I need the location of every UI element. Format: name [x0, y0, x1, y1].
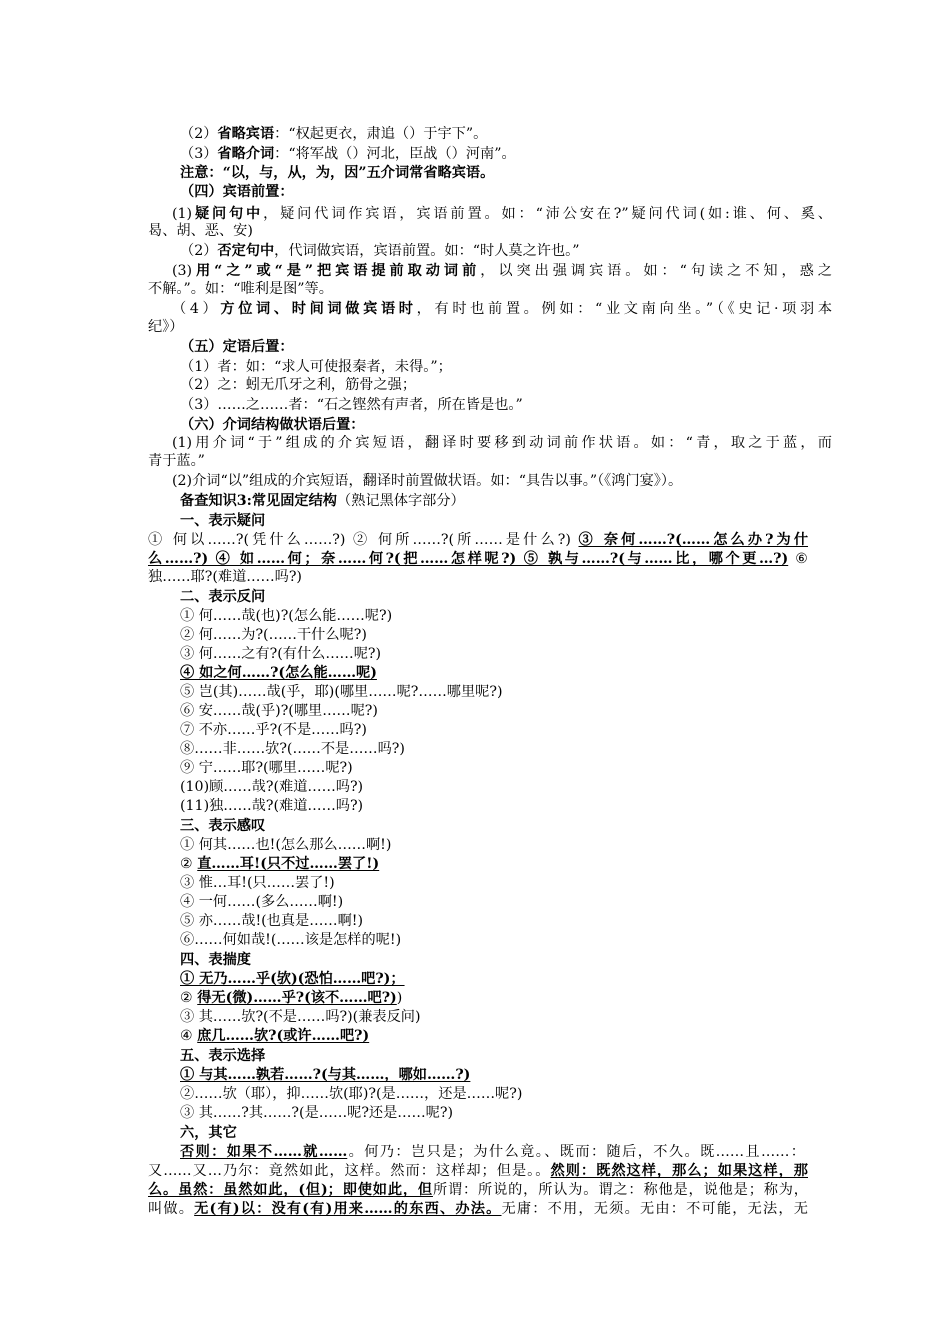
text-line: [180, 338, 294, 357]
text-line: [180, 358, 452, 377]
text-line: [180, 645, 381, 664]
text-span: ④: [180, 1028, 198, 1044]
text-span: 二、表示反问: [180, 589, 266, 605]
text-line: [180, 702, 378, 721]
text-line: [180, 778, 363, 797]
text-span: (1)用介词“于”组成的介宾短语，翻译时要移到动词前作状语。如：“青，取之于蓝，而: [172, 435, 832, 451]
text-span: （3）……之……者：“石之铿然有声者，所在皆是也。”: [180, 397, 523, 413]
text-span: ②……欤（耶），抑……欤(耶)?(是……，还是……呢?): [180, 1086, 523, 1102]
text-span: （2）: [180, 243, 218, 259]
text-line: [180, 626, 367, 645]
text-line: [180, 931, 401, 950]
text-span: 疑问句中: [192, 206, 264, 222]
text-span: 否则：如果不……就……: [180, 1144, 348, 1160]
text-span: 方位词、时间词做宾语时: [220, 301, 417, 317]
text-span: ⑤ 亦……哉!(也真是……啊!): [180, 913, 364, 929]
text-line: [180, 874, 335, 893]
text-span: (10)顾……哉?(难道……吗?): [180, 779, 364, 795]
text-line: [180, 396, 523, 415]
text-span: 无庸：不用，无须。无由：不可能，无法，无: [501, 1201, 808, 1217]
text-span: 所谓：所说的，所认为。谓之：称他是，说他是；称为，: [432, 1182, 808, 1198]
text-span: 一、表示疑问: [180, 513, 266, 529]
text-line: [180, 1066, 470, 1085]
text-span: 注意：“以，与，从，为，因”五介词常省略宾语。: [180, 165, 495, 181]
text-line: [180, 683, 503, 702]
text-line: [180, 797, 363, 816]
text-line: [180, 145, 516, 164]
text-span: ③ 其……欤?(不是……吗?)(兼表反问): [180, 1009, 421, 1025]
text-span: ): [396, 990, 403, 1006]
text-line: [148, 280, 333, 299]
text-line: [180, 588, 265, 607]
text-line: [180, 416, 364, 435]
text-line: [180, 164, 494, 183]
text-span: 备查知识3:常见固定结构: [180, 493, 337, 509]
text-line: [172, 300, 832, 319]
text-line: [148, 1162, 808, 1181]
text-line: [180, 817, 265, 836]
text-span: ④ 如之何……?(怎么能……呢): [180, 665, 377, 681]
text-line: [148, 452, 205, 471]
text-span: ③ 其……?其……?(是……呢?还是……呢?): [180, 1105, 454, 1121]
text-line: [172, 472, 682, 491]
text-span: ：“权起更衣，肃追（）于宇下”。: [274, 126, 488, 142]
text-line: [148, 568, 302, 587]
text-line: [180, 183, 294, 202]
text-span: ① 与其……孰若……?(与其……，哪如……?): [180, 1067, 471, 1083]
text-span: ⑧……非……欤?(……不是……吗?): [180, 741, 405, 757]
text-span: 无(有)以：没有(有)用来……的东西、办法。: [194, 1201, 502, 1217]
text-span: 独……耶?(难道……吗?): [148, 569, 302, 585]
text-span: ③ 奈何……?(……怎么办?为什: [578, 532, 809, 548]
text-span: ③ 何……之有?(有什么……呢?): [180, 646, 382, 662]
text-line: [180, 492, 465, 511]
text-span: （2）之：蚓无爪牙之利，筋骨之强；: [180, 377, 417, 393]
text-span: ⑦ 不亦……乎?(不是……吗?): [180, 722, 367, 738]
text-span: 直……耳!(只不过……罢了!): [197, 856, 380, 872]
text-span: ① 何以……?(凭什么……?) ② 何所……?(所……是什么?): [148, 532, 579, 548]
text-span: 曷、胡、恶、安): [148, 223, 253, 239]
text-line: [180, 989, 402, 1008]
text-span: ④ 一何……(多么……啊!): [180, 894, 344, 910]
text-line: [180, 759, 353, 778]
text-span: （2）: [180, 126, 218, 142]
text-span: ：“将军战（）河北，臣战（）河南”。: [274, 146, 516, 162]
text-line: [148, 550, 808, 569]
text-span: 否定句中: [217, 243, 275, 259]
text-line: [172, 205, 832, 224]
text-span: (2)介词“以”组成的介宾短语，翻译时前置做状语。如：“具告以事。”（《鸿门宴》）。: [172, 473, 683, 489]
text-line: [180, 1085, 522, 1104]
text-line: [180, 855, 379, 874]
text-span: （五）定语后置：: [180, 339, 294, 355]
text-span: 六，其它: [180, 1125, 237, 1141]
text-span: ① 何其……也!(怎么那么……啊!): [180, 837, 392, 853]
text-span: ，有时也前置。例如：“业文南向坐。”（《史记·项羽本: [416, 301, 833, 317]
text-line: [180, 1104, 453, 1123]
text-span: 叫做。: [148, 1201, 195, 1217]
text-span: ① 无乃……乎(欤)(恐怕……吧?)；: [180, 971, 405, 987]
text-line: [180, 893, 343, 912]
text-span: 纪》）: [148, 319, 184, 335]
text-span: (3): [172, 263, 193, 279]
text-span: ，疑问代词作宾语，宾语前置。如：“沛公安在?”疑问代词(如:谁、何、奚、: [263, 206, 832, 222]
text-line: [180, 376, 416, 395]
text-span: ⑨ 宁……耶?(哪里……呢?): [180, 760, 353, 776]
text-span: （4）: [172, 301, 221, 317]
text-line: [172, 434, 832, 453]
text-span: 不解。”。如：“唯利是图”等。: [148, 281, 333, 297]
text-span: 得无(微)……乎?(该不……吧?): [197, 990, 397, 1006]
text-span: 省略宾语: [217, 126, 275, 142]
text-line: [180, 740, 405, 759]
text-span: 庶几……欤?(或许……吧?): [197, 1028, 370, 1044]
text-line: [180, 1047, 265, 1066]
text-line: [180, 970, 405, 989]
text-span: (1): [172, 206, 193, 222]
text-span: ，代词做宾语，宾语前置。如：“时人莫之许也。”: [274, 243, 580, 259]
text-line: [180, 242, 580, 261]
text-line: [148, 222, 253, 241]
text-line: [172, 262, 832, 281]
text-span: (11)独……哉?(难道……吗?): [180, 798, 364, 814]
text-span: （四）宾语前置：: [180, 184, 294, 200]
text-line: [180, 1027, 369, 1046]
text-line: [148, 1181, 808, 1200]
text-span: 么……?) ④ 如……何；奈……何?(把……怎样呢?) ⑤ 孰与……?(与……比，哪个更…?): [148, 551, 789, 567]
text-span: ⑥: [788, 551, 809, 567]
text-span: ②: [180, 990, 198, 1006]
text-span: 三、表示感叹: [180, 818, 266, 834]
text-span: ②: [180, 856, 198, 872]
text-span: （3）: [180, 146, 218, 162]
text-span: （1）者：如：“求人可使报秦者，未得。”；: [180, 359, 452, 375]
text-line: [180, 125, 487, 144]
text-span: ，以突出强调宾语。如：“句读之不知，惑之: [480, 263, 832, 279]
text-span: 青于蓝。”: [148, 453, 205, 469]
text-line: [180, 951, 251, 970]
text-span: （六）介词结构做状语后置：: [180, 417, 365, 433]
text-line: [180, 1124, 237, 1143]
text-line: [180, 1008, 421, 1027]
text-span: 省略介词: [217, 146, 275, 162]
text-span: 四、表揣度: [180, 952, 251, 968]
text-span: ⑤ 岂(其)……哉(乎，耶)(哪里……呢?……哪里呢?): [180, 684, 503, 700]
text-line: [180, 664, 377, 683]
text-span: ③ 惟…耳!(只……罢了!): [180, 875, 335, 891]
text-line: [148, 1200, 808, 1219]
text-span: ⑥ 安……哉(乎)?(哪里……呢?): [180, 703, 378, 719]
text-span: ① 何……哉(也)?(怎么能……呢?): [180, 608, 393, 624]
text-line: [180, 836, 391, 855]
text-line: [180, 1143, 805, 1162]
text-span: 五、表示选择: [180, 1048, 266, 1064]
text-line: [180, 512, 265, 531]
text-span: ⑥……何如哉!(……该是怎样的呢!): [180, 932, 402, 948]
text-line: [180, 912, 363, 931]
text-span: 用“之”或“是”把宾语提前取动词前: [192, 263, 481, 279]
text-line: [180, 607, 392, 626]
text-line: [148, 531, 808, 550]
text-span: 又……又…乃尔：竟然如此，这样。然而：这样却；但是。。: [148, 1163, 551, 1179]
text-span: ② 何……为?(……干什么呢?): [180, 627, 367, 643]
text-span: 然则：既然这样，那么；如果这样，那: [550, 1163, 808, 1179]
text-line: [148, 318, 183, 337]
text-line: [180, 721, 367, 740]
text-span: （熟记黑体字部分）: [337, 493, 465, 509]
text-span: 么。虽然：虽然如此，(但)；即使如此，但: [148, 1182, 433, 1198]
text-span: 。何乃：岂只是；为什么竟。、既而：随后，不久。既……且……：: [347, 1144, 805, 1160]
